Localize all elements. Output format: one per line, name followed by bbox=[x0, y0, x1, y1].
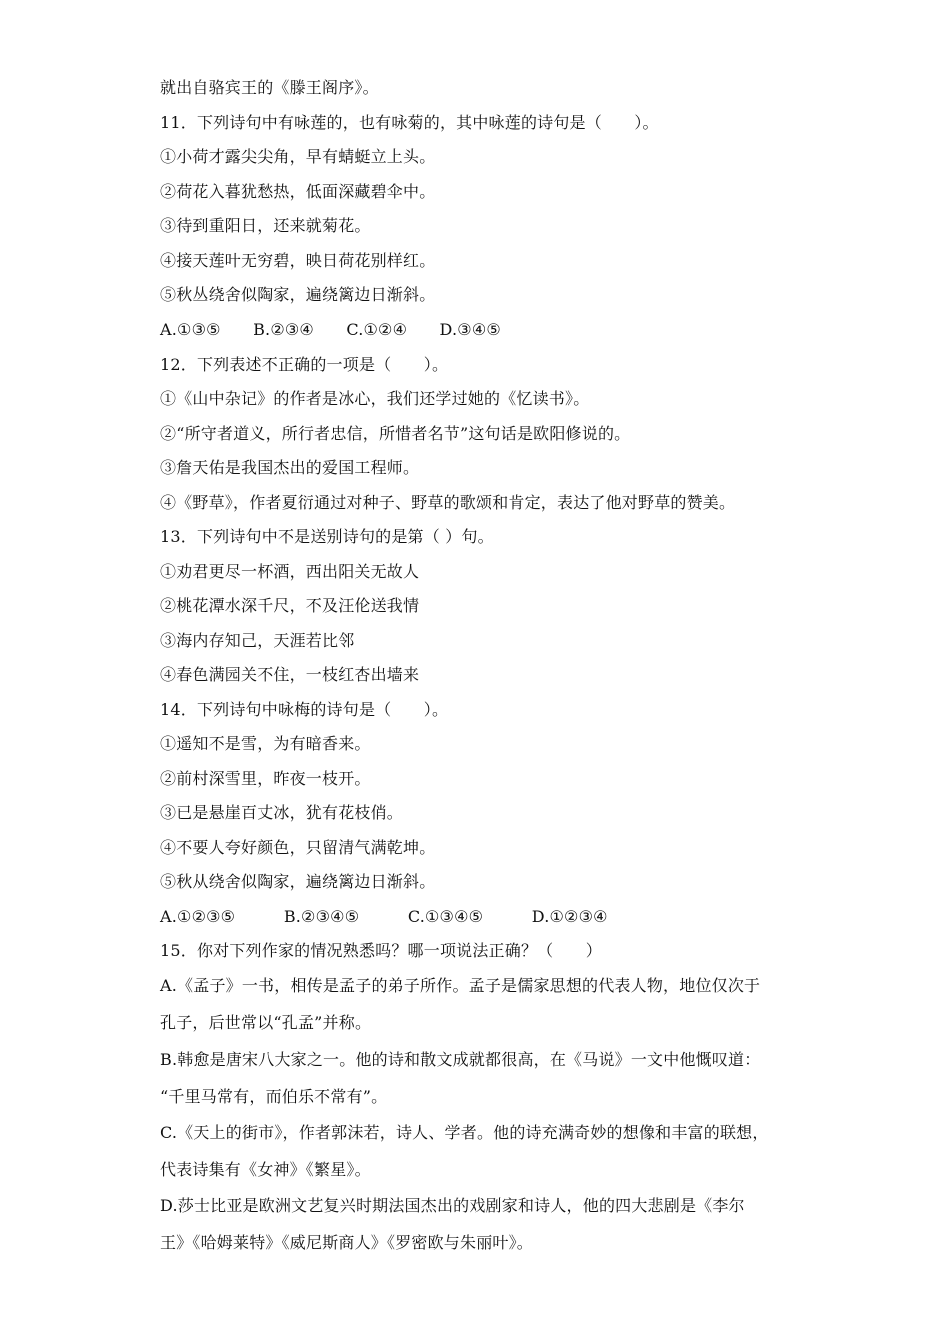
question-11-item-5: ⑤秋丛绕舍似陶家，遍绕篱边日渐斜。 bbox=[160, 285, 436, 304]
question-13-item-1: ①劝君更尽一杯酒，西出阳关无故人 bbox=[160, 562, 420, 581]
question-13-item-4: ④春色满园关不住，一枝红杏出墙来 bbox=[160, 665, 420, 684]
question-15-option-d-cont: 王》《哈姆莱特》《威尼斯商人》《罗密欧与朱丽叶》。 bbox=[160, 1233, 534, 1252]
question-14-options: A.①②③⑤ B.②③④⑤ C.①③④⑤ D.①②③④ bbox=[160, 907, 608, 926]
question-15-stem: 15．你对下列作家的情况熟悉吗？哪一项说法正确？（ ） bbox=[160, 941, 602, 960]
question-11-stem: 11．下列诗句中有咏莲的，也有咏菊的，其中咏莲的诗句是（ ）。 bbox=[160, 113, 659, 132]
question-15-option-a-cont: 孔子，后世常以“孔孟”并称。 bbox=[160, 1013, 372, 1032]
question-12-item-2: ②“所守者道义，所行者忠信，所惜者名节”这句话是欧阳修说的。 bbox=[160, 424, 631, 443]
question-13-item-2: ②桃花潭水深千尺，不及汪伦送我情 bbox=[160, 596, 420, 615]
question-14-item-5: ⑤秋从绕舍似陶家，遍绕篱边日渐斜。 bbox=[160, 872, 436, 891]
question-11-options: A.①③⑤ B.②③④ C.①②④ D.③④⑤ bbox=[160, 320, 501, 339]
question-12-item-4: ④《野草》，作者夏衍通过对种子、野草的歌颂和肯定，表达了他对野草的赞美。 bbox=[160, 493, 736, 512]
question-15-option-c: C.《天上的街市》，作者郭沫若，诗人、学者。他的诗充满奇妙的想像和丰富的联想， bbox=[160, 1123, 769, 1142]
question-14-stem: 14．下列诗句中咏梅的诗句是（ ）。 bbox=[160, 700, 449, 719]
text-line-continuation: 就出自骆宾王的《滕王阁序》。 bbox=[160, 78, 379, 97]
question-13-item-3: ③海内存知己，天涯若比邻 bbox=[160, 631, 355, 650]
question-11-item-2: ②荷花入暮犹愁热，低面深藏碧伞中。 bbox=[160, 182, 436, 201]
question-12-item-3: ③詹天佑是我国杰出的爱国工程师。 bbox=[160, 458, 420, 477]
question-11-item-3: ③待到重阳日，还来就菊花。 bbox=[160, 216, 371, 235]
question-13-stem: 13．下列诗句中不是送别诗句的是第（ ）句。 bbox=[160, 527, 494, 546]
question-15-option-d: D.莎士比亚是欧洲文艺复兴时期法国杰出的戏剧家和诗人，他的四大悲剧是《李尔 bbox=[160, 1196, 745, 1215]
question-14-item-1: ①遥知不是雪，为有暗香来。 bbox=[160, 734, 371, 753]
question-14-item-2: ②前村深雪里，昨夜一枝开。 bbox=[160, 769, 371, 788]
question-15-option-b: B.韩愈是唐宋八大家之一。他的诗和散文成就都很高，在《马说》一文中他慨叹道： bbox=[160, 1050, 761, 1069]
question-15-option-c-cont: 代表诗集有《女神》《繁星》。 bbox=[160, 1160, 371, 1179]
question-15-option-b-cont: “千里马常有，而伯乐不常有”。 bbox=[160, 1087, 388, 1106]
question-12-item-1: ①《山中杂记》的作者是冰心，我们还学过她的《忆读书》。 bbox=[160, 389, 590, 408]
question-11-item-4: ④接天莲叶无穷碧，映日荷花别样红。 bbox=[160, 251, 436, 270]
question-15-option-a: A.《孟子》一书，相传是孟子的弟子所作。孟子是儒家思想的代表人物，地位仅次于 bbox=[160, 976, 761, 995]
question-12-stem: 12．下列表述不正确的一项是（ ）。 bbox=[160, 355, 449, 374]
question-14-item-4: ④不要人夸好颜色，只留清气满乾坤。 bbox=[160, 838, 436, 857]
question-14-item-3: ③已是悬崖百丈冰，犹有花枝俏。 bbox=[160, 803, 404, 822]
question-11-item-1: ①小荷才露尖尖角，早有蜻蜓立上头。 bbox=[160, 147, 436, 166]
